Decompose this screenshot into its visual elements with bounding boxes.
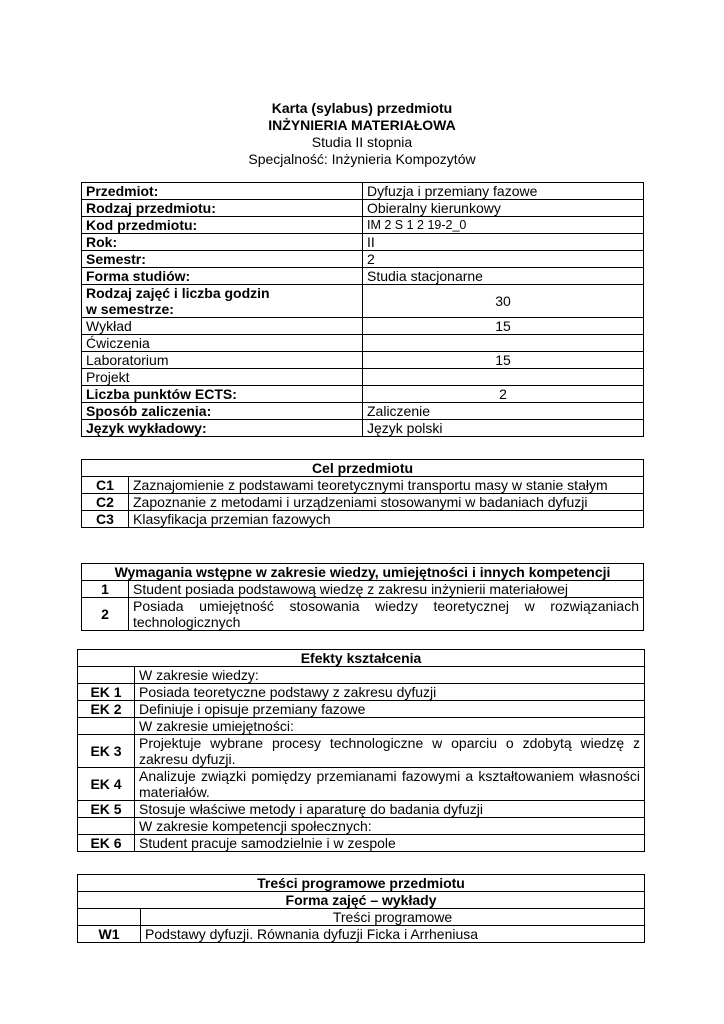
goal-code: C1 <box>82 477 129 494</box>
table-row <box>82 403 644 420</box>
requirement-code: 2 <box>82 598 129 631</box>
table-row <box>82 268 644 285</box>
form-label: Ćwiczenia <box>82 335 363 352</box>
outcome-code: EK 1 <box>78 684 135 701</box>
learning-outcomes-table <box>77 649 645 852</box>
form-label: Wykład <box>82 318 363 335</box>
outcome-code: EK 3 <box>78 735 135 768</box>
table-row <box>82 460 644 477</box>
course-goals-table <box>81 459 644 528</box>
language-value: Język polski <box>363 420 644 437</box>
hours-label-line2: w semestrze: <box>86 301 174 317</box>
table-row <box>82 494 644 511</box>
content-text: Podstawy dyfuzji. Równania dyfuzji Ficka i Arrheniusa <box>141 926 645 943</box>
outcomes-section-header: W zakresie wiedzy: <box>135 667 645 684</box>
requirements-table <box>81 563 644 631</box>
document-header <box>0 100 724 168</box>
header-level: Studia II stopnia <box>311 134 413 150</box>
hours-label <box>82 285 363 318</box>
table-row <box>78 926 645 943</box>
hours-label-line1: Rodzaj zajęć i liczba godzin <box>86 285 270 301</box>
table-row <box>78 650 645 667</box>
table-row <box>78 667 645 684</box>
info-label: Semestr: <box>82 251 363 268</box>
header-title: Karta (sylabus) przedmiotu <box>271 100 453 116</box>
outcome-text: Student pracuje samodzielnie i w zespole <box>135 835 645 852</box>
info-value: 2 <box>363 251 644 268</box>
info-label: Kod przedmiotu: <box>82 217 363 234</box>
content-subtitle: Forma zajęć – wykłady <box>78 892 645 909</box>
table-row <box>78 718 645 735</box>
outcomes-section-header: W zakresie kompetencji społecznych: <box>135 818 645 835</box>
content-column-header: Treści programowe <box>141 909 645 926</box>
requirement-text: Student posiada podstawową wiedzę z zakresu inżynierii materiałowej <box>129 581 644 598</box>
requirement-text: Posiada umiejętność stosowania wiedzy teoretycznej w rozwiązaniach technologicznych <box>129 598 644 631</box>
goals-title: Cel przedmiotu <box>82 460 644 477</box>
table-row <box>82 234 644 251</box>
table-row <box>78 684 645 701</box>
form-value: 15 <box>363 352 644 369</box>
form-value <box>363 335 644 352</box>
info-label: Rok: <box>82 234 363 251</box>
assessment-label: Sposób zaliczenia: <box>82 403 363 420</box>
requirement-code: 1 <box>82 581 129 598</box>
table-row <box>82 420 644 437</box>
table-row <box>82 598 644 631</box>
table-row <box>82 285 644 318</box>
info-label: Rodzaj przedmiotu: <box>82 200 363 217</box>
table-row <box>82 477 644 494</box>
course-info-table <box>81 182 644 437</box>
goal-text: Klasyfikacja przemian fazowych <box>129 511 644 528</box>
table-row <box>82 511 644 528</box>
table-row <box>82 318 644 335</box>
table-row <box>82 183 644 200</box>
outcome-text: Posiada teoretyczne podstawy z zakresu dyfuzji <box>135 684 645 701</box>
form-value <box>363 369 644 386</box>
table-row <box>82 200 644 217</box>
header-field: INŻYNIERIA MATERIAŁOWA <box>268 117 456 133</box>
table-row <box>78 875 645 892</box>
outcome-code: EK 6 <box>78 835 135 852</box>
empty-cell <box>78 909 141 926</box>
table-row <box>82 217 644 234</box>
language-label: Język wykładowy: <box>82 420 363 437</box>
outcomes-section-header: W zakresie umiejętności: <box>135 718 645 735</box>
table-row <box>82 369 644 386</box>
table-row <box>82 352 644 369</box>
info-label: Przedmiot: <box>82 183 363 200</box>
outcome-text: Projektuje wybrane procesy technologiczne w oparciu o zdobytą wiedzę z zakresu dyfuzji. <box>135 735 645 768</box>
form-value: 15 <box>363 318 644 335</box>
form-label: Laboratorium <box>82 352 363 369</box>
outcome-code: EK 4 <box>78 768 135 801</box>
goal-code: C2 <box>82 494 129 511</box>
form-label: Projekt <box>82 369 363 386</box>
requirements-title: Wymagania wstępne w zakresie wiedzy, umiejętności i innych kompetencji <box>82 564 644 581</box>
table-row <box>82 335 644 352</box>
table-row <box>82 386 644 403</box>
empty-cell <box>78 818 135 835</box>
table-row <box>78 735 645 768</box>
content-title: Treści programowe przedmiotu <box>78 875 645 892</box>
table-row <box>78 892 645 909</box>
program-content-table <box>77 874 645 943</box>
info-label: Forma studiów: <box>82 268 363 285</box>
outcome-text: Stosuje właściwe metody i aparaturę do badania dyfuzji <box>135 801 645 818</box>
goal-text: Zaznajomienie z podstawami teoretycznymi transportu masy w stanie stałym <box>129 477 644 494</box>
ects-value: 2 <box>363 386 644 403</box>
ects-label: Liczba punktów ECTS: <box>82 386 363 403</box>
outcomes-title: Efekty kształcenia <box>78 650 645 667</box>
table-row <box>78 909 645 926</box>
table-row <box>78 801 645 818</box>
outcome-code: EK 5 <box>78 801 135 818</box>
table-row <box>78 835 645 852</box>
empty-cell <box>78 667 135 684</box>
table-row <box>78 818 645 835</box>
content-code: W1 <box>78 926 141 943</box>
info-value: IM 2 S 1 2 19-2_0 <box>363 217 644 234</box>
table-row <box>78 701 645 718</box>
header-specialty: Specjalność: Inżynieria Kompozytów <box>248 151 476 167</box>
info-value: II <box>363 234 644 251</box>
table-row <box>82 564 644 581</box>
goal-text: Zapoznanie z metodami i urządzeniami stosowanymi w badaniach dyfuzji <box>129 494 644 511</box>
info-value: Obieralny kierunkowy <box>363 200 644 217</box>
hours-value: 30 <box>363 285 644 318</box>
table-row <box>78 768 645 801</box>
table-row <box>82 581 644 598</box>
info-value: Dyfuzja i przemiany fazowe <box>363 183 644 200</box>
outcome-code: EK 2 <box>78 701 135 718</box>
goal-code: C3 <box>82 511 129 528</box>
outcome-text: Analizuje związki pomiędzy przemianami fazowymi a kształtowaniem własności materiałów. <box>135 768 645 801</box>
empty-cell <box>78 718 135 735</box>
table-row <box>82 251 644 268</box>
assessment-value: Zaliczenie <box>363 403 644 420</box>
info-value: Studia stacjonarne <box>363 268 644 285</box>
outcome-text: Definiuje i opisuje przemiany fazowe <box>135 701 645 718</box>
